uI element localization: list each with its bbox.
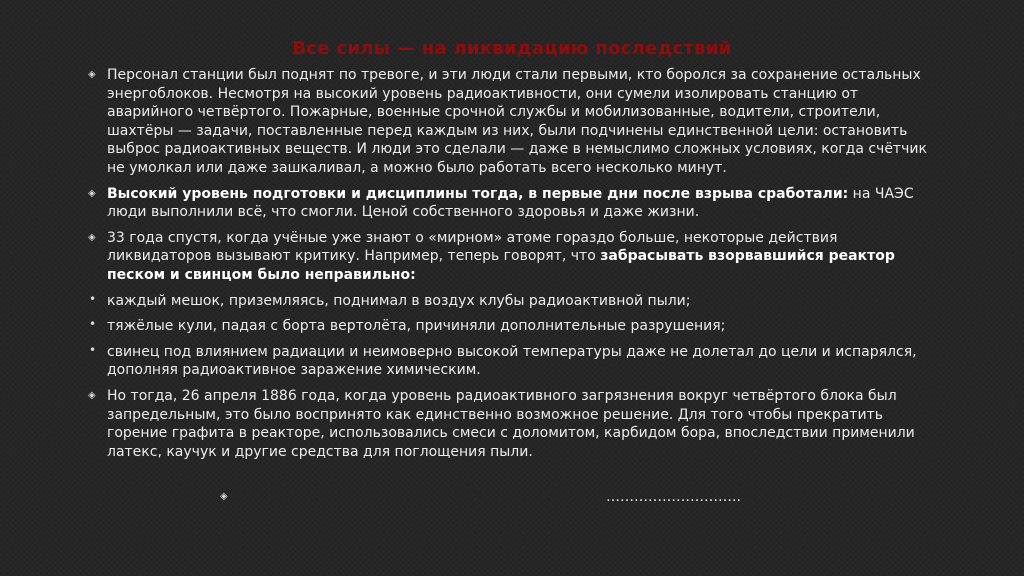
item-bold-text: забрасывать взорвавшийся реактор песком и свинцом было неправильно:	[107, 248, 895, 283]
list-item	[88, 292, 940, 311]
list-item	[88, 185, 940, 222]
item-text: тяжёлые кули, падая с борта вертолёта, причиняли дополнительные разрушения;	[107, 318, 726, 335]
list-item	[88, 387, 940, 461]
item-text: 33 года спустя, когда учёные уже знают о «мирном» атоме гораздо больше, некоторые действия ликвидаторов вызывают критику. Например, теперь говорят, что	[107, 229, 838, 265]
item-text: свинец под влиянием радиации и неимоверно высокой температуры даже не долетал до цели и испарялся, дополняя радиоактивное заражение химическим.	[107, 343, 917, 379]
trailing-line	[0, 488, 1024, 508]
dot-bullet-icon: •	[89, 317, 97, 332]
dot-bullet-icon: •	[89, 342, 97, 357]
list-item	[88, 229, 940, 285]
dot-bullet-icon: •	[89, 291, 97, 306]
item-text: Но тогда, 26 апреля 1886 года, когда уровень радиоактивного загрязнения вокруг четвёртого блока был запредельным, это было воспринято как единственно возможное решение. Для того чтобы прекратить горение графита в реакторе, использовались смеси с доломитом, карбидом бора, впоследствии применили латекс, каучук и другие средства для поглощения пыли.	[107, 387, 915, 460]
item-text: на ЧАЭС люди выполнили всё, что смогли. Ценой собственного здоровья и даже жизни.	[107, 185, 914, 221]
item-text: Персонал станции был поднят по тревоге, и эти люди стали первыми, кто боролся за сохранение остальных энергоблоков. Несмотря на высокий уровень радиоактивности, они сумели изолировать станцию от аварийного четвёртого. Пожарные, военные срочной службы и мобилизованные, водители, строители, шахтёры — задачи, поставленные перед каждым из них, были подчинены единственной цели: остановить выброс радиоактивных веществ. И люди это сделали — даже в немыслимо сложных условиях, когда счётчик не умолкал или даже зашкаливал, а можно было работать всего несколько минут.	[107, 67, 927, 176]
ellipsis-text: ………………………..	[606, 489, 741, 505]
bullet-list	[88, 66, 940, 468]
diamond-bullet-icon: ◈	[220, 491, 228, 502]
diamond-bullet-icon: ◈	[88, 69, 96, 80]
diamond-bullet-icon: ◈	[88, 389, 96, 401]
list-item	[88, 66, 940, 178]
diamond-bullet-icon: ◈	[88, 231, 96, 243]
diamond-bullet-icon: ◈	[88, 187, 96, 199]
slide-title: Все силы — на ликвидацию последствий	[292, 38, 732, 59]
list-item	[88, 343, 940, 380]
list-item	[88, 317, 940, 336]
item-bold-text: Высокий уровень подготовки и дисциплины тогда, в первые дни после взрыва сработали:	[107, 185, 849, 202]
item-text: каждый мешок, приземляясь, поднимал в воздух клубы радиоактивной пыли;	[107, 292, 691, 309]
